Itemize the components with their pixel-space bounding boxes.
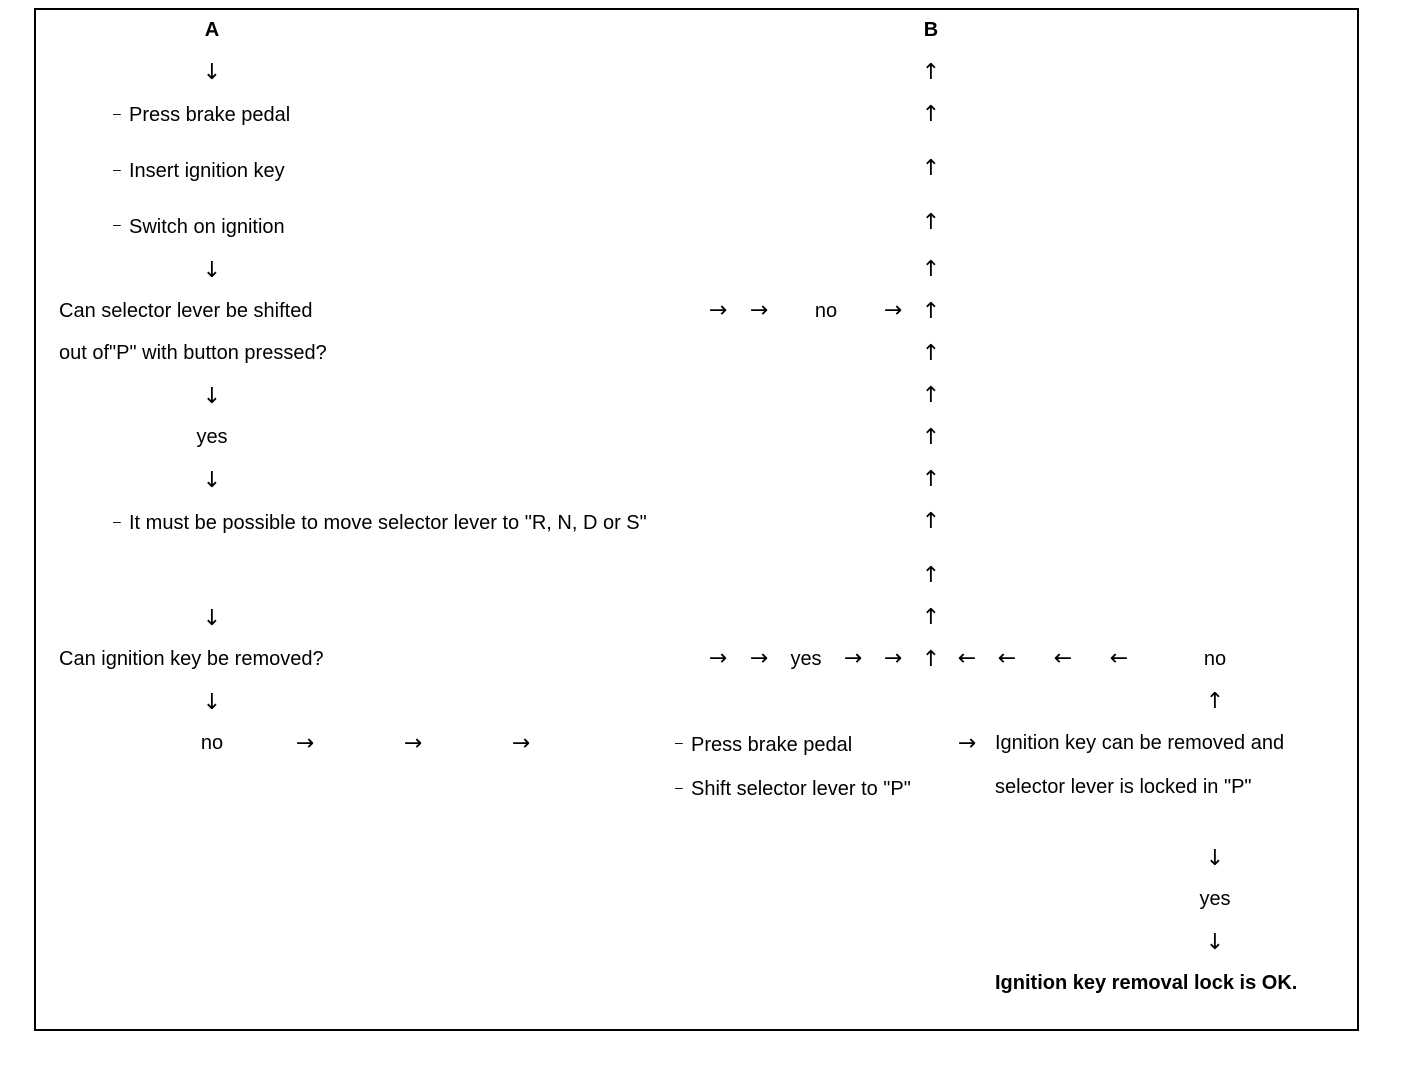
down-arrow-icon: ↓ (202, 468, 222, 493)
right-arrow-icon: → (708, 646, 728, 671)
down-arrow-icon: ↓ (202, 60, 222, 85)
left-arrow-icon: ← (1053, 646, 1073, 671)
key-removed-line1: Ignition key can be removed and (995, 732, 1285, 754)
answer-no: no (200, 732, 224, 754)
bullet-dash: – (675, 734, 683, 750)
column-b-label: B (923, 19, 939, 41)
down-arrow-icon: ↓ (202, 384, 222, 409)
bullet-dash: – (113, 105, 121, 121)
right-arrow-icon: → (295, 731, 315, 756)
up-arrow-icon: ↑ (1205, 689, 1225, 714)
up-arrow-icon: ↑ (921, 299, 941, 324)
left-arrow-icon: ← (1109, 646, 1129, 671)
bullet-dash: – (113, 161, 121, 177)
right-arrow-icon: → (957, 731, 977, 756)
right-arrow-icon: → (749, 298, 769, 323)
step-switch-on-ignition: Switch on ignition (129, 216, 285, 238)
bullet-dash: – (113, 216, 121, 232)
right-arrow-icon: → (403, 731, 423, 756)
up-arrow-icon: ↑ (921, 341, 941, 366)
down-arrow-icon: ↓ (202, 690, 222, 715)
down-arrow-icon: ↓ (1205, 846, 1225, 871)
bullet-dash: – (675, 779, 683, 795)
column-a-label: A (204, 19, 220, 41)
right-arrow-icon: → (511, 731, 531, 756)
bullet-dash: – (113, 513, 121, 529)
question-key-removed: Can ignition key be removed? (59, 648, 324, 670)
step-insert-ignition-key: Insert ignition key (129, 160, 285, 182)
up-arrow-icon: ↑ (921, 563, 941, 588)
up-arrow-icon: ↑ (921, 647, 941, 672)
answer-yes: yes (196, 426, 228, 448)
answer-yes: yes (790, 648, 822, 670)
up-arrow-icon: ↑ (921, 509, 941, 534)
down-arrow-icon: ↓ (1205, 930, 1225, 955)
up-arrow-icon: ↑ (921, 156, 941, 181)
step-shift-selector-p: Shift selector lever to "P" (691, 778, 911, 800)
step-move-selector: It must be possible to move selector lever to "R, N, D or S" (129, 512, 647, 534)
step-press-brake-pedal: Press brake pedal (129, 104, 291, 126)
step-press-brake-pedal-2: Press brake pedal (691, 734, 853, 756)
left-arrow-icon: ← (997, 646, 1017, 671)
up-arrow-icon: ↑ (921, 257, 941, 282)
key-removed-line2: selector lever is locked in "P" (995, 776, 1252, 798)
question-shift-line1: Can selector lever be shifted (59, 300, 313, 322)
right-arrow-icon: → (883, 298, 903, 323)
up-arrow-icon: ↑ (921, 60, 941, 85)
up-arrow-icon: ↑ (921, 605, 941, 630)
answer-yes: yes (1199, 888, 1231, 910)
up-arrow-icon: ↑ (921, 467, 941, 492)
right-arrow-icon: → (883, 646, 903, 671)
right-arrow-icon: → (843, 646, 863, 671)
right-arrow-icon: → (749, 646, 769, 671)
answer-no: no (814, 300, 838, 322)
left-arrow-icon: ← (957, 646, 977, 671)
answer-no: no (1203, 648, 1227, 670)
up-arrow-icon: ↑ (921, 102, 941, 127)
up-arrow-icon: ↑ (921, 425, 941, 450)
down-arrow-icon: ↓ (202, 258, 222, 283)
up-arrow-icon: ↑ (921, 383, 941, 408)
question-shift-line2: out of"P" with button pressed? (59, 342, 327, 364)
up-arrow-icon: ↑ (921, 210, 941, 235)
right-arrow-icon: → (708, 298, 728, 323)
down-arrow-icon: ↓ (202, 606, 222, 631)
result-lock-ok: Ignition key removal lock is OK. (995, 972, 1298, 994)
